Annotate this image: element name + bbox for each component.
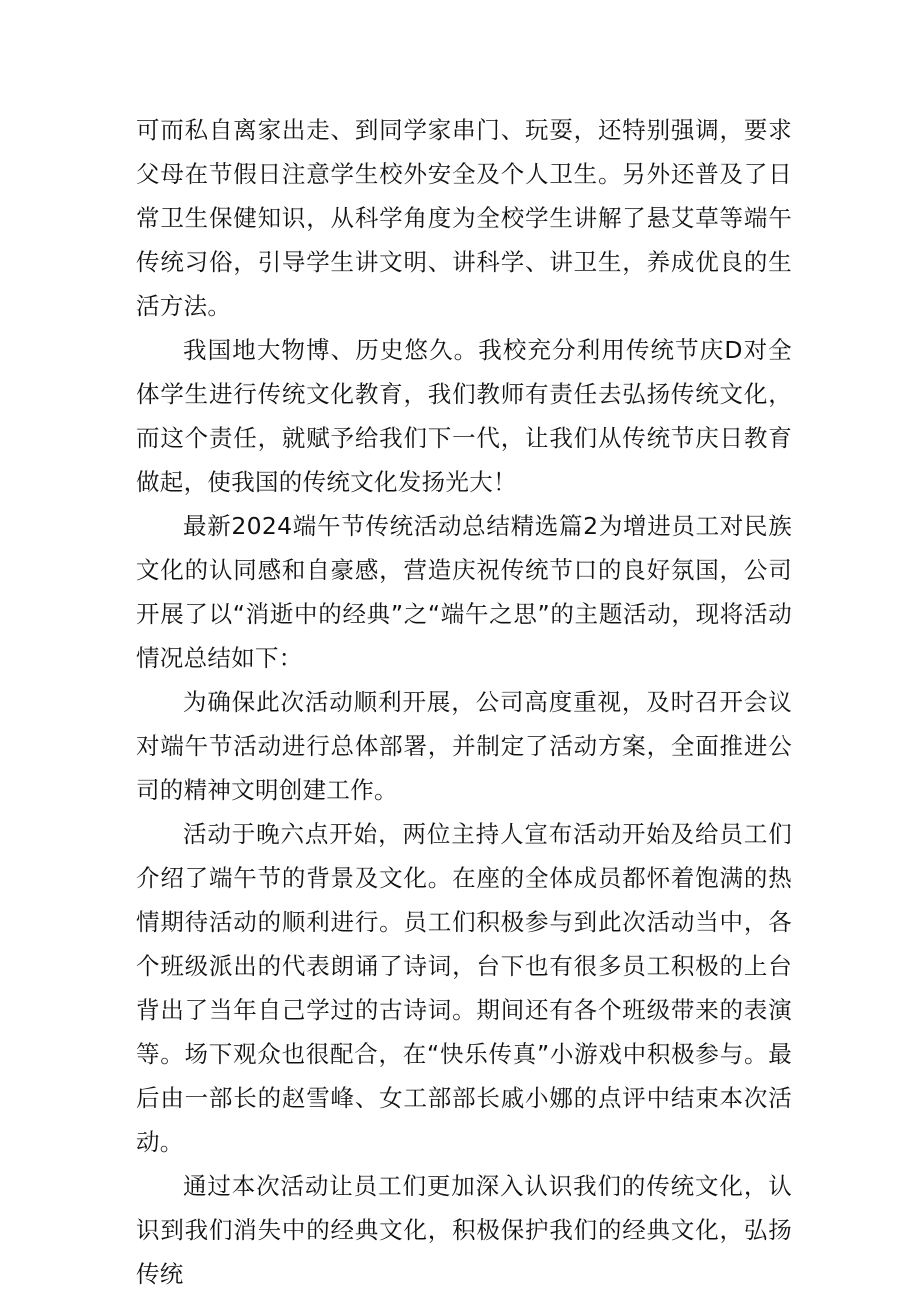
paragraph-3: 最新2024端午节传统活动总结精选篇2为增进员工对民族文化的认同感和自豪感，营造庆祝传统节口的良好氛国，公司开展了以“消逝中的经典”之“端午之思”的主题活动，现将活动情况总结如下：	[136, 512, 792, 672]
paragraph-1: 可而私自离家出走、到同学家串门、玩耍，还特别强调，要求父母在节假日注意学生校外安全及个人卫生。另外还普及了日常卫生保健知识，从科学角度为全校学生讲解了悬艾草等端午传统习俗，引导学生讲文明、讲科学、讲卫生，养成优良的生活方法。	[136, 116, 792, 320]
paragraph-2: 我国地大物博、历史悠久。我校充分利用传统节庆D对全体学生进行传统文化教育，我们教师有责任去弘扬传统文化，而这个责任，就赋予给我们下一代，让我们从传统节庆日教育做起，使我国的传统文化发扬光大！	[136, 336, 792, 496]
paragraph-4: 为确保此次活动顺利开展，公司高度重视，及时召开会议对端午节活动进行总体部署，并制定了活动方案，全面推进公司的精神文明创建工作。	[136, 688, 792, 804]
paragraph-6: 通过本次活动让员工们更加深入认识我们的传统文化，认识到我们消失中的经典文化，积极保护我们的经典文化，弘扬传统	[136, 1172, 792, 1288]
document-body	[136, 108, 792, 1296]
paragraph-5: 活动于晚六点开始，两位主持人宣布活动开始及给员工们介绍了端午节的背景及文化。在座的全体成员都怀着饱满的热情期待活动的顺利进行。员工们积极参与到此次活动当中，各个班级派出的代表朗诵了诗词，台下也有很多员工积极的上台背出了当年自己学过的古诗词。期间还有各个班级带来的表演等。场下观众也很配合，在“快乐传真”小游戏中积极参与。最后由一部长的赵雪峰、女工部部长戚小娜的点评中结束本次活动。	[136, 820, 792, 1156]
